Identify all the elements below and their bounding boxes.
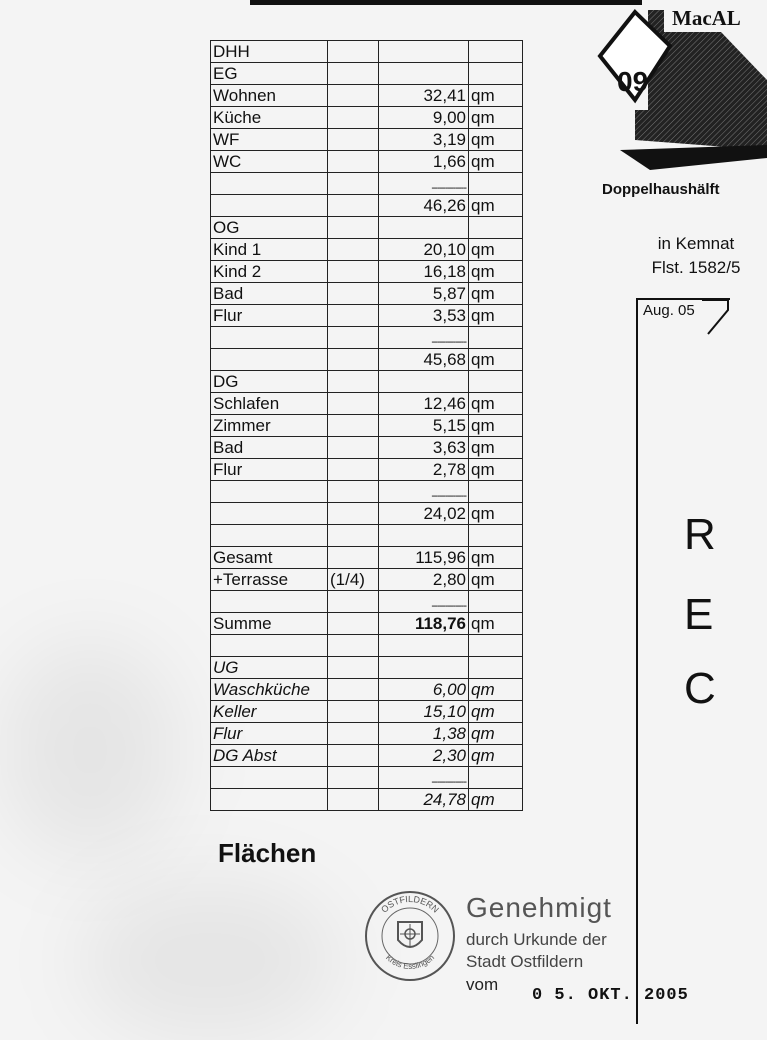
location-line-2: Flst. 1582/5	[651, 258, 741, 277]
row-note	[328, 657, 379, 679]
table-row	[211, 107, 523, 129]
row-note	[328, 459, 379, 481]
table-row	[211, 613, 523, 635]
row-note	[328, 393, 379, 415]
row-value: 5,15	[379, 415, 469, 437]
row-note	[328, 151, 379, 173]
row-note	[328, 349, 379, 371]
row-unit: qm	[469, 85, 523, 107]
table-row	[211, 745, 523, 767]
row-note	[328, 415, 379, 437]
table-row	[211, 349, 523, 371]
row-label	[211, 789, 328, 811]
row-value: 3,19	[379, 129, 469, 151]
seal-text-top: OSTFILDERN	[379, 893, 441, 915]
row-unit	[469, 63, 523, 85]
plan-date: Aug. 05	[643, 302, 695, 319]
table-row	[211, 569, 523, 591]
row-note	[328, 547, 379, 569]
row-value: 2,78	[379, 459, 469, 481]
row-label: Gesamt	[211, 547, 328, 569]
row-label: Flur	[211, 459, 328, 481]
row-label	[211, 481, 328, 503]
sum-separator: -------------	[379, 591, 469, 613]
table-row	[211, 547, 523, 569]
row-unit	[469, 217, 523, 239]
row-unit: qm	[469, 569, 523, 591]
row-value: 12,46	[379, 393, 469, 415]
table-row	[211, 591, 523, 613]
table-row	[211, 217, 523, 239]
table-row	[211, 657, 523, 679]
row-unit	[469, 635, 523, 657]
row-label: Summe	[211, 613, 328, 635]
row-value: 3,63	[379, 437, 469, 459]
row-note	[328, 107, 379, 129]
row-label: Kind 1	[211, 239, 328, 261]
row-label	[211, 327, 328, 349]
row-unit: qm	[469, 415, 523, 437]
row-value: 5,87	[379, 283, 469, 305]
row-note	[328, 525, 379, 547]
row-note	[328, 85, 379, 107]
row-unit: qm	[469, 107, 523, 129]
table-row	[211, 437, 523, 459]
row-unit: qm	[469, 283, 523, 305]
stamp-line-3: vom	[466, 975, 499, 994]
row-label	[211, 173, 328, 195]
logo-number: 09	[617, 66, 649, 97]
row-note	[328, 129, 379, 151]
row-value: 1,38	[379, 723, 469, 745]
row-unit: qm	[469, 393, 523, 415]
table-row	[211, 129, 523, 151]
row-label: Zimmer	[211, 415, 328, 437]
row-label: OG	[211, 217, 328, 239]
row-note	[328, 613, 379, 635]
row-note	[328, 371, 379, 393]
row-note	[328, 503, 379, 525]
row-note	[328, 767, 379, 789]
row-unit: qm	[469, 789, 523, 811]
row-unit	[469, 371, 523, 393]
frame-left-border	[636, 300, 638, 1024]
row-label: DG Abst	[211, 745, 328, 767]
table-row	[211, 283, 523, 305]
row-value	[379, 63, 469, 85]
row-unit: qm	[469, 239, 523, 261]
sum-separator: -------------	[379, 173, 469, 195]
row-label: Kind 2	[211, 261, 328, 283]
city-seal-stamp	[362, 888, 458, 984]
row-label: Keller	[211, 701, 328, 723]
table-row	[211, 415, 523, 437]
row-value: 1,66	[379, 151, 469, 173]
rec-letter-e: E	[684, 590, 714, 639]
row-unit: qm	[469, 195, 523, 217]
row-unit	[469, 41, 523, 63]
table-row	[211, 261, 523, 283]
row-value	[379, 371, 469, 393]
row-value: 3,53	[379, 305, 469, 327]
sum-separator: -------------	[379, 767, 469, 789]
row-label: WC	[211, 151, 328, 173]
row-label	[211, 591, 328, 613]
row-note	[328, 679, 379, 701]
area-table-container	[210, 40, 523, 811]
row-note	[328, 283, 379, 305]
row-label: Flur	[211, 305, 328, 327]
row-unit	[469, 481, 523, 503]
sum-separator: -------------	[379, 481, 469, 503]
table-row	[211, 63, 523, 85]
row-value: 32,41	[379, 85, 469, 107]
row-note	[328, 327, 379, 349]
table-row	[211, 305, 523, 327]
row-note	[328, 195, 379, 217]
table-row	[211, 151, 523, 173]
row-value	[379, 635, 469, 657]
row-unit: qm	[469, 437, 523, 459]
row-unit	[469, 525, 523, 547]
row-value: 15,10	[379, 701, 469, 723]
row-note	[328, 481, 379, 503]
row-label: DG	[211, 371, 328, 393]
location-line-1: in Kemnat	[657, 234, 735, 253]
row-value: 9,00	[379, 107, 469, 129]
row-unit: qm	[469, 613, 523, 635]
table-row	[211, 701, 523, 723]
table-row	[211, 525, 523, 547]
row-note	[328, 217, 379, 239]
row-unit: qm	[469, 745, 523, 767]
row-value: 24,78	[379, 789, 469, 811]
row-value	[379, 525, 469, 547]
stamp-date: 0 5. OKT. 2005	[532, 986, 689, 1005]
rec-letter-r: R	[684, 510, 716, 559]
row-note	[328, 789, 379, 811]
row-note	[328, 63, 379, 85]
table-row	[211, 679, 523, 701]
row-label	[211, 349, 328, 371]
table-row	[211, 635, 523, 657]
stamp-heading: Genehmigt	[466, 892, 612, 923]
row-note	[328, 723, 379, 745]
table-row	[211, 327, 523, 349]
row-label: Bad	[211, 437, 328, 459]
table-row	[211, 459, 523, 481]
row-label	[211, 767, 328, 789]
table-row	[211, 85, 523, 107]
seal-text-bottom: Kreis Esslingen	[383, 952, 437, 971]
row-label	[211, 195, 328, 217]
table-row	[211, 371, 523, 393]
row-value: 45,68	[379, 349, 469, 371]
caption-flaechen: Flächen	[218, 838, 317, 868]
row-unit: qm	[469, 547, 523, 569]
row-unit: qm	[469, 151, 523, 173]
row-label: UG	[211, 657, 328, 679]
table-row	[211, 503, 523, 525]
row-note	[328, 635, 379, 657]
row-unit: qm	[469, 723, 523, 745]
table-row	[211, 723, 523, 745]
row-value: 6,00	[379, 679, 469, 701]
table-row	[211, 195, 523, 217]
row-unit: qm	[469, 679, 523, 701]
row-note	[328, 305, 379, 327]
row-value: 115,96	[379, 547, 469, 569]
row-note	[328, 41, 379, 63]
table-row	[211, 767, 523, 789]
row-unit	[469, 767, 523, 789]
brand-name: MacAL	[672, 6, 741, 30]
row-unit	[469, 173, 523, 195]
row-label: Küche	[211, 107, 328, 129]
table-row	[211, 481, 523, 503]
table-row	[211, 173, 523, 195]
row-note	[328, 239, 379, 261]
sum-separator: -------------	[379, 327, 469, 349]
svg-text:Kreis Esslingen	[384, 953, 436, 971]
row-unit: qm	[469, 129, 523, 151]
house-type-label: Doppelhaushälft	[602, 181, 720, 198]
table-row	[211, 393, 523, 415]
row-label: Waschküche	[211, 679, 328, 701]
row-unit: qm	[469, 459, 523, 481]
row-label: EG	[211, 63, 328, 85]
row-unit: qm	[469, 503, 523, 525]
row-label: Schlafen	[211, 393, 328, 415]
location-block	[616, 232, 767, 280]
area-table	[210, 40, 523, 811]
date-box-corner	[700, 298, 730, 340]
row-unit: qm	[469, 349, 523, 371]
row-value: 118,76	[379, 613, 469, 635]
row-label	[211, 525, 328, 547]
row-note	[328, 261, 379, 283]
row-value	[379, 217, 469, 239]
row-value: 46,26	[379, 195, 469, 217]
row-label: DHH	[211, 41, 328, 63]
row-note	[328, 437, 379, 459]
top-border-line	[250, 0, 642, 5]
row-unit	[469, 657, 523, 679]
row-label	[211, 503, 328, 525]
stamp-line-2: Stadt Ostfildern	[466, 952, 584, 971]
row-unit	[469, 591, 523, 613]
row-unit: qm	[469, 305, 523, 327]
row-label: Flur	[211, 723, 328, 745]
row-unit	[469, 327, 523, 349]
row-note	[328, 745, 379, 767]
row-note	[328, 591, 379, 613]
row-value	[379, 657, 469, 679]
table-row	[211, 41, 523, 63]
row-value: 2,30	[379, 745, 469, 767]
row-note: (1/4)	[328, 569, 379, 591]
row-note	[328, 173, 379, 195]
row-value: 16,18	[379, 261, 469, 283]
row-value: 2,80	[379, 569, 469, 591]
row-label	[211, 635, 328, 657]
row-note	[328, 701, 379, 723]
stamp-line-1: durch Urkunde der	[466, 930, 607, 949]
table-row	[211, 239, 523, 261]
row-label: +Terrasse	[211, 569, 328, 591]
table-row	[211, 789, 523, 811]
row-value	[379, 41, 469, 63]
row-unit: qm	[469, 261, 523, 283]
row-unit: qm	[469, 701, 523, 723]
rec-letter-c: C	[684, 664, 716, 713]
row-value: 24,02	[379, 503, 469, 525]
row-label: WF	[211, 129, 328, 151]
row-label: Bad	[211, 283, 328, 305]
row-label: Wohnen	[211, 85, 328, 107]
row-value: 20,10	[379, 239, 469, 261]
